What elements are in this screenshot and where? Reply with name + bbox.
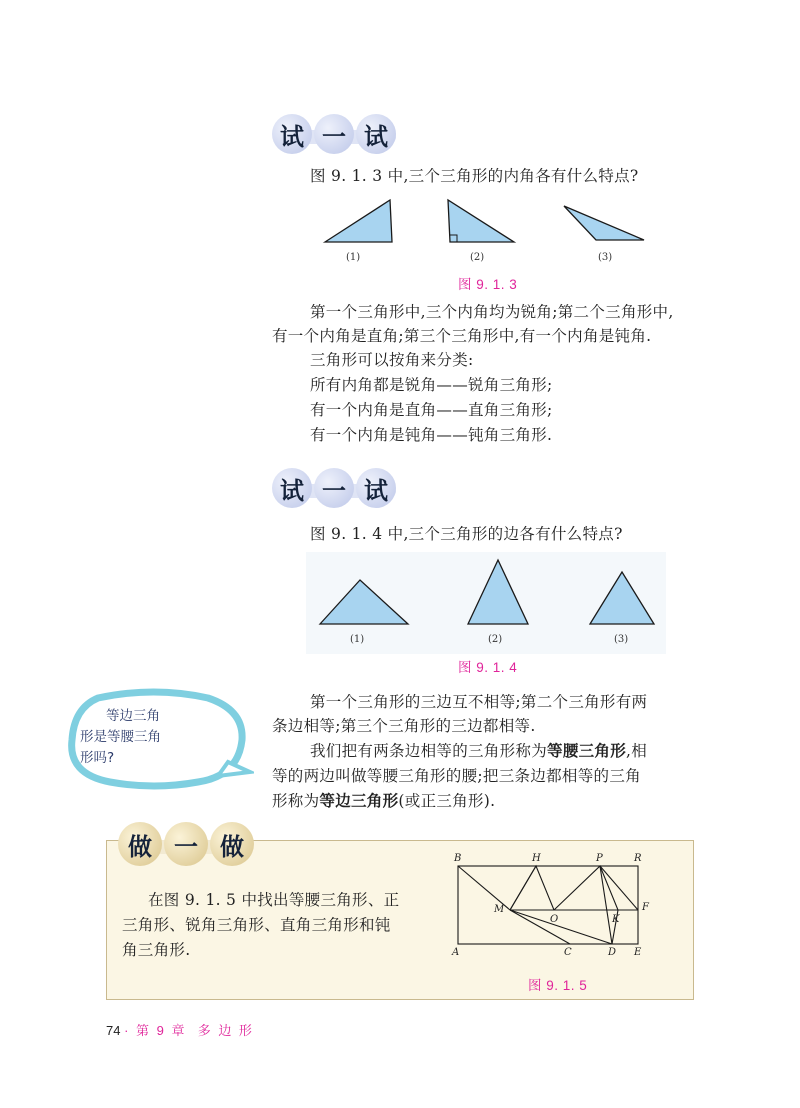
point-label: F (642, 902, 649, 913)
figure-9-1-3 (310, 196, 670, 268)
figure-label: (2) (470, 252, 485, 263)
activity-line: 三角形、锐角三角形、直角三角形和钝 (122, 916, 391, 934)
point-label: H (532, 853, 541, 864)
paragraph-line: 条边相等;第三个三角形的三边都相等. (272, 717, 536, 735)
paragraph-line: 所有内角都是锐角——锐角三角形; (310, 376, 553, 394)
figure-caption: 图 9. 1. 5 (528, 978, 588, 993)
paragraph-line: 有一个内角是钝角——钝角三角形. (310, 426, 553, 444)
paragraph-line (272, 789, 495, 813)
text-run: 形称为 (272, 792, 320, 810)
point-label: P (596, 853, 603, 864)
chapter-title: · 第 9 章 多 边 形 (124, 1023, 254, 1038)
try-badge-2 (272, 464, 402, 514)
paragraph-line: 第一个三角形中,三个内角均为锐角;第二个三角形中, (310, 303, 674, 321)
badge-char: 试 (272, 114, 312, 154)
term-equilateral: 等边三角形 (319, 792, 399, 810)
point-label: E (634, 947, 642, 958)
point-label: O (550, 914, 559, 925)
point-label: D (608, 947, 617, 958)
paragraph-line: 等的两边叫做等腰三角形的腰;把三条边都相等的三角 (272, 767, 641, 785)
figure-label: (1) (346, 252, 361, 263)
activity-line: 在图 9. 1. 5 中找出等腰三角形、正 (148, 891, 400, 909)
paragraph-line: 有一个内角是直角——直角三角形; (310, 401, 553, 419)
point-label: M (494, 904, 505, 915)
bubble-line: 形是等腰三角 (80, 729, 161, 745)
paragraph-line: 有一个内角是直角;第三个三角形中,有一个内角是钝角. (272, 327, 652, 345)
point-label: C (564, 947, 572, 958)
figure-label: (2) (488, 634, 503, 645)
page-number: 74 (106, 1023, 121, 1038)
point-label: K (612, 914, 620, 925)
paragraph-line (310, 739, 647, 763)
bubble-line: 形吗? (80, 750, 115, 766)
figure-label: (3) (614, 634, 629, 645)
figure-label: (1) (350, 634, 365, 645)
bubble-text (72, 706, 242, 769)
text-run: 我们把有两条边相等的三角形称为 (310, 742, 548, 760)
badge-char: 一 (164, 822, 208, 866)
activity-line: 角三角形. (122, 941, 191, 959)
point-label: B (454, 853, 462, 864)
figure-caption: 图 9. 1. 4 (458, 660, 518, 675)
paragraph-line: 三角形可以按角来分类: (310, 351, 474, 369)
term-isosceles: 等腰三角形 (547, 742, 627, 760)
badge-char: 试 (272, 468, 312, 508)
page-footer (106, 1020, 254, 1039)
badge-char: 一 (314, 468, 354, 508)
badge-char: 做 (210, 822, 254, 866)
point-label: A (452, 947, 460, 958)
paragraph-line: 第一个三角形的三边互不相等;第二个三角形有两 (310, 693, 648, 711)
try-badge-1 (272, 110, 402, 160)
text-run: ,相 (626, 742, 648, 760)
bubble-line: 等边三角 (106, 708, 160, 724)
point-labels (448, 850, 668, 966)
badge-char: 试 (356, 468, 396, 508)
text-run: (或正三角形). (398, 792, 496, 810)
acute-triangle (325, 200, 392, 242)
figure-label: (3) (598, 252, 613, 263)
badge-char: 一 (314, 114, 354, 154)
badge-char: 试 (356, 114, 396, 154)
badge-char: 做 (118, 822, 162, 866)
right-triangle (448, 200, 514, 242)
figure-caption: 图 9. 1. 3 (458, 277, 518, 292)
do-badge (118, 818, 258, 870)
question-1: 图 9. 1. 3 中,三个三角形的内角各有什么特点? (310, 167, 639, 185)
obtuse-triangle (564, 206, 644, 240)
question-2: 图 9. 1. 4 中,三个三角形的边各有什么特点? (310, 525, 623, 543)
point-label: R (634, 853, 642, 864)
